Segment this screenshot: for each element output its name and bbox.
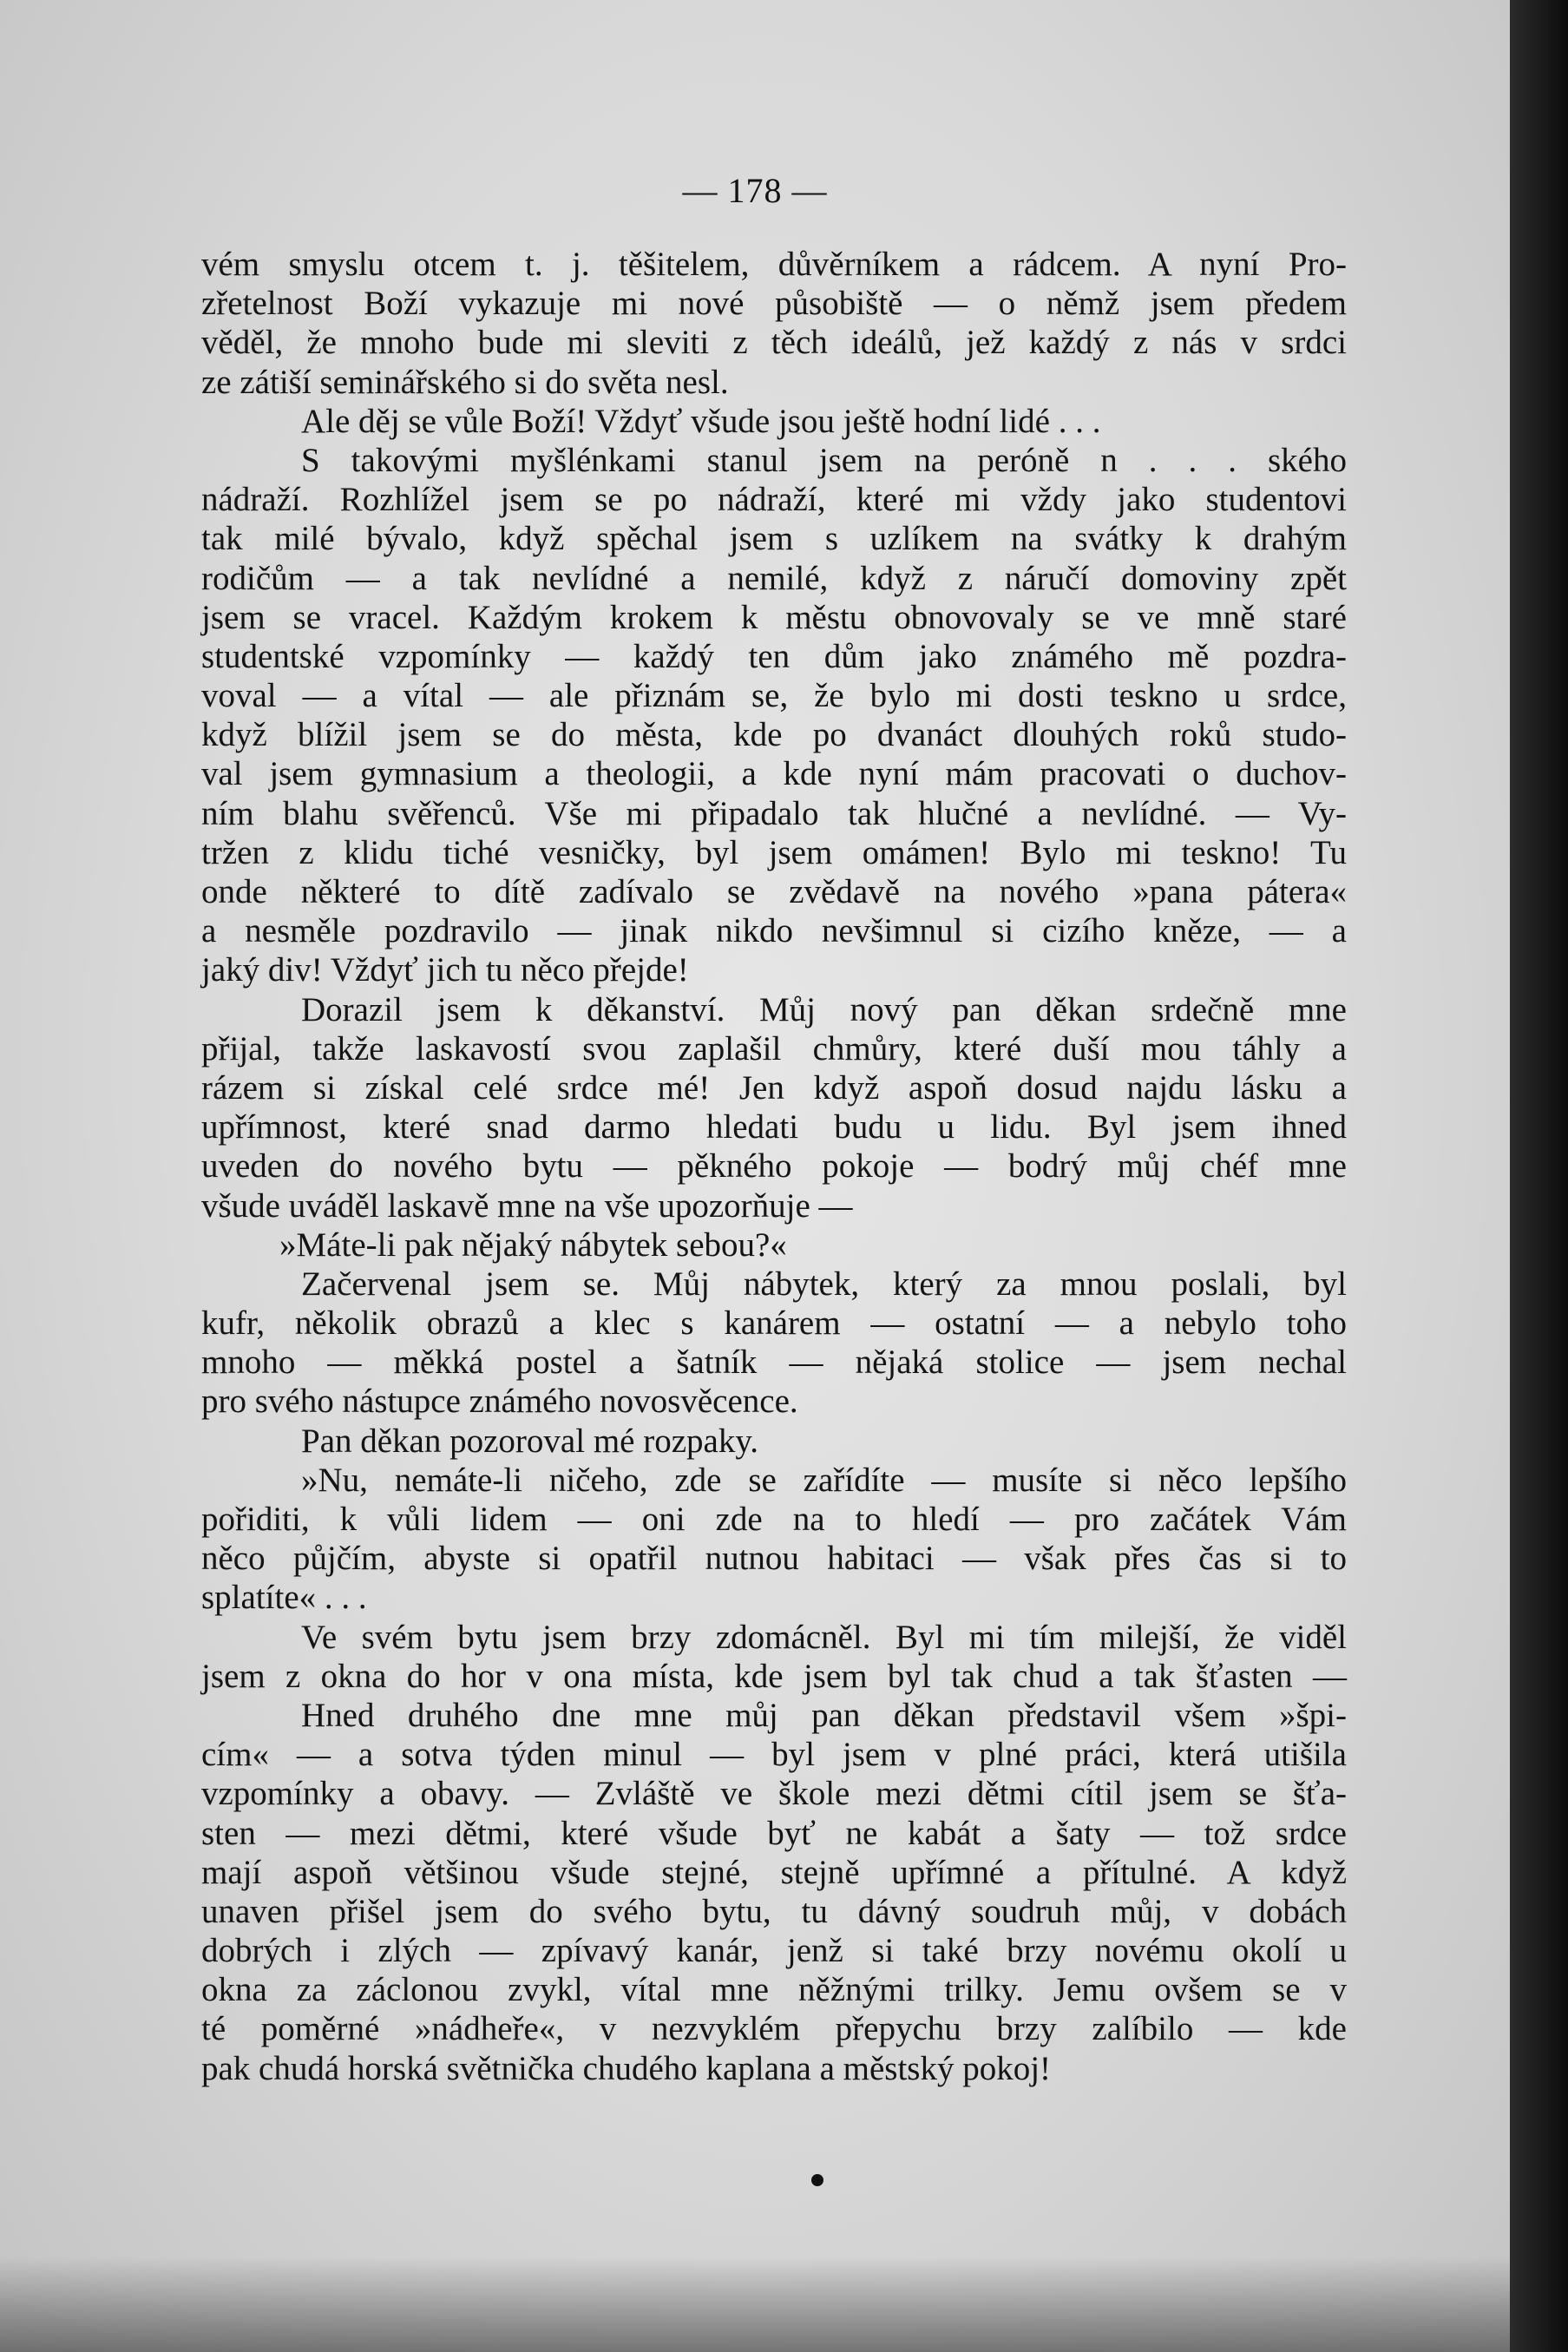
- ink-speck: [811, 2174, 823, 2186]
- text-line: dobrých i zlých — zpívavý kanár, jenž si také brzy novému okolí u: [201, 1932, 1347, 1970]
- text-line: splatíte« . . .: [201, 1579, 367, 1617]
- text-line: tak milé bývalo, když spěchal jsem s uzlíkem na svátky k drahým: [201, 520, 1347, 558]
- text-line: Hned druhého dne mne můj pan děkan představil všem »špi-: [301, 1696, 1347, 1734]
- text-line: ním blahu svěřenců. Vše mi připadalo tak hlučné a nevlídné. — Vy-: [201, 794, 1347, 832]
- text-line: pořiditi, k vůli lidem — oni zde na to hledí — pro začátek Vám: [201, 1501, 1347, 1538]
- text-line: když blížil jsem se do města, kde po dvanáct dlouhých roků studo-: [201, 716, 1347, 754]
- text-line: pro svého nástupce známého novosvěcence.: [201, 1383, 798, 1421]
- text-line: voval — a vítal — ale přiznám se, že bylo mi dosti teskno u srdce,: [201, 677, 1347, 715]
- text-line: sten — mezi dětmi, které všude byť ne kabát a šaty — tož srdce: [201, 1814, 1347, 1852]
- text-line: unaven přišel jsem do svého bytu, tu dávný soudruh můj, v dobách: [201, 1892, 1347, 1930]
- text-line: vém smyslu otcem t. j. těšitelem, důvěrníkem a rádcem. A nyní Pro-: [201, 246, 1347, 283]
- text-line: onde některé to dítě zadívalo se zvědavě na nového »pana pátera«: [201, 873, 1347, 910]
- text-line: okna za záclonou zvykl, vítal mne něžnými trilky. Jemu ovšem se v: [201, 1971, 1347, 2009]
- text-line: rodičům — a tak nevlídné a nemilé, když z náručí domoviny zpět: [201, 559, 1347, 597]
- text-line: nádraží. Rozhlížel jsem se po nádraží, které mi vždy jako studentovi: [201, 481, 1347, 519]
- text-line: přijal, takže laskavostí svou zaplašil chmůry, které duší mou táhly a: [201, 1029, 1347, 1068]
- text-line: pak chudá horská světnička chudého kaplana a městský pokoj!: [201, 2049, 1052, 2087]
- text-line: tržen z klidu tiché vesničky, byl jsem omámen! Bylo mi teskno! Tu: [201, 833, 1347, 871]
- text-line: Ve svém bytu jsem brzy zdomácněl. Byl mi tím milejší, že viděl: [301, 1618, 1347, 1656]
- text-line: kufr, několik obrazů a klec s kanárem — ostatní — a nebylo toho: [201, 1304, 1347, 1343]
- text-line: uveden do nového bytu — pěkného pokoje — bodrý můj chéf mne: [201, 1147, 1347, 1186]
- text-line: cím« — a sotva týden minul — byl jsem v plné práci, která utišila: [201, 1736, 1347, 1774]
- text-line: něco půjčím, abyste si opatřil nutnou habitaci — však přes čas si to: [201, 1540, 1347, 1578]
- text-line: zřetelnost Boží vykazuje mi nové působiště — o němž jsem předem: [201, 285, 1347, 323]
- text-line: Začervenal jsem se. Můj nábytek, který za mnou poslali, byl: [301, 1265, 1347, 1303]
- text-line: mají aspoň většinou všude stejné, stejně upřímné a přítulné. A když: [201, 1853, 1347, 1891]
- text-line: studentské vzpomínky — každý ten dům jako známého mě pozdra-: [201, 637, 1347, 675]
- text-line: a nesměle pozdravilo — jinak nikdo nevšimnul si cizího kněze, — a: [201, 912, 1347, 950]
- text-line: »Máte-li pak nějaký nábytek sebou?«: [279, 1225, 787, 1264]
- text-line: všude uváděl laskavě mne na vše upozorňuje —: [201, 1186, 853, 1225]
- text-line: jsem se vracel. Každým krokem k městu obnovovaly se ve mně staré: [201, 598, 1347, 636]
- text-line: té poměrné »nádheře«, v nezvyklém přepychu brzy zalíbilo — kde: [201, 2010, 1347, 2048]
- text-line: »Nu, nemáte-li ničeho, zde se zařídíte — musíte si něco lepšího: [301, 1461, 1347, 1499]
- text-line: rázem si získal celé srdce mé! Jen když aspoň dosud najdu lásku a: [201, 1068, 1347, 1107]
- page-number: — 178 —: [682, 171, 828, 210]
- text-line: S takovými myšlénkami stanul jsem na peróně n . . . ského: [301, 441, 1347, 479]
- page-bottom-shadow: [0, 2257, 1510, 2352]
- text-line: vzpomínky a obavy. — Zvláště ve škole mezi dětmi cítil jsem se šťa-: [201, 1775, 1347, 1813]
- text-line: ze zátiší seminářského si do světa nesl.: [201, 363, 729, 401]
- text-line: Ale děj se vůle Boží! Vždyť všude jsou ještě hodní lidé . . .: [301, 402, 1101, 440]
- body-text: [201, 245, 1347, 2088]
- text-line: mnoho — měkká postel a šatník — nějaká stolice — jsem nechal: [201, 1344, 1347, 1382]
- text-line: Dorazil jsem k děkanství. Můj nový pan děkan srdečně mne: [301, 990, 1347, 1028]
- text-line: věděl, že mnoho bude mi sleviti z těch ideálů, jež každý z nás v srdci: [201, 324, 1347, 362]
- text-line: jsem z okna do hor v ona místa, kde jsem byl tak chud a tak šťasten —: [201, 1657, 1347, 1695]
- book-binding-edge: [1510, 0, 1568, 2352]
- text-line: Pan děkan pozoroval mé rozpaky.: [301, 1422, 759, 1460]
- text-line: upřímnost, které snad darmo hledati budu u lidu. Byl jsem ihned: [201, 1108, 1347, 1146]
- text-line: jaký div! Vždyť jich tu něco přejde!: [201, 951, 689, 989]
- text-line: val jsem gymnasium a theologii, a kde nyní mám pracovati o duchov-: [201, 755, 1347, 793]
